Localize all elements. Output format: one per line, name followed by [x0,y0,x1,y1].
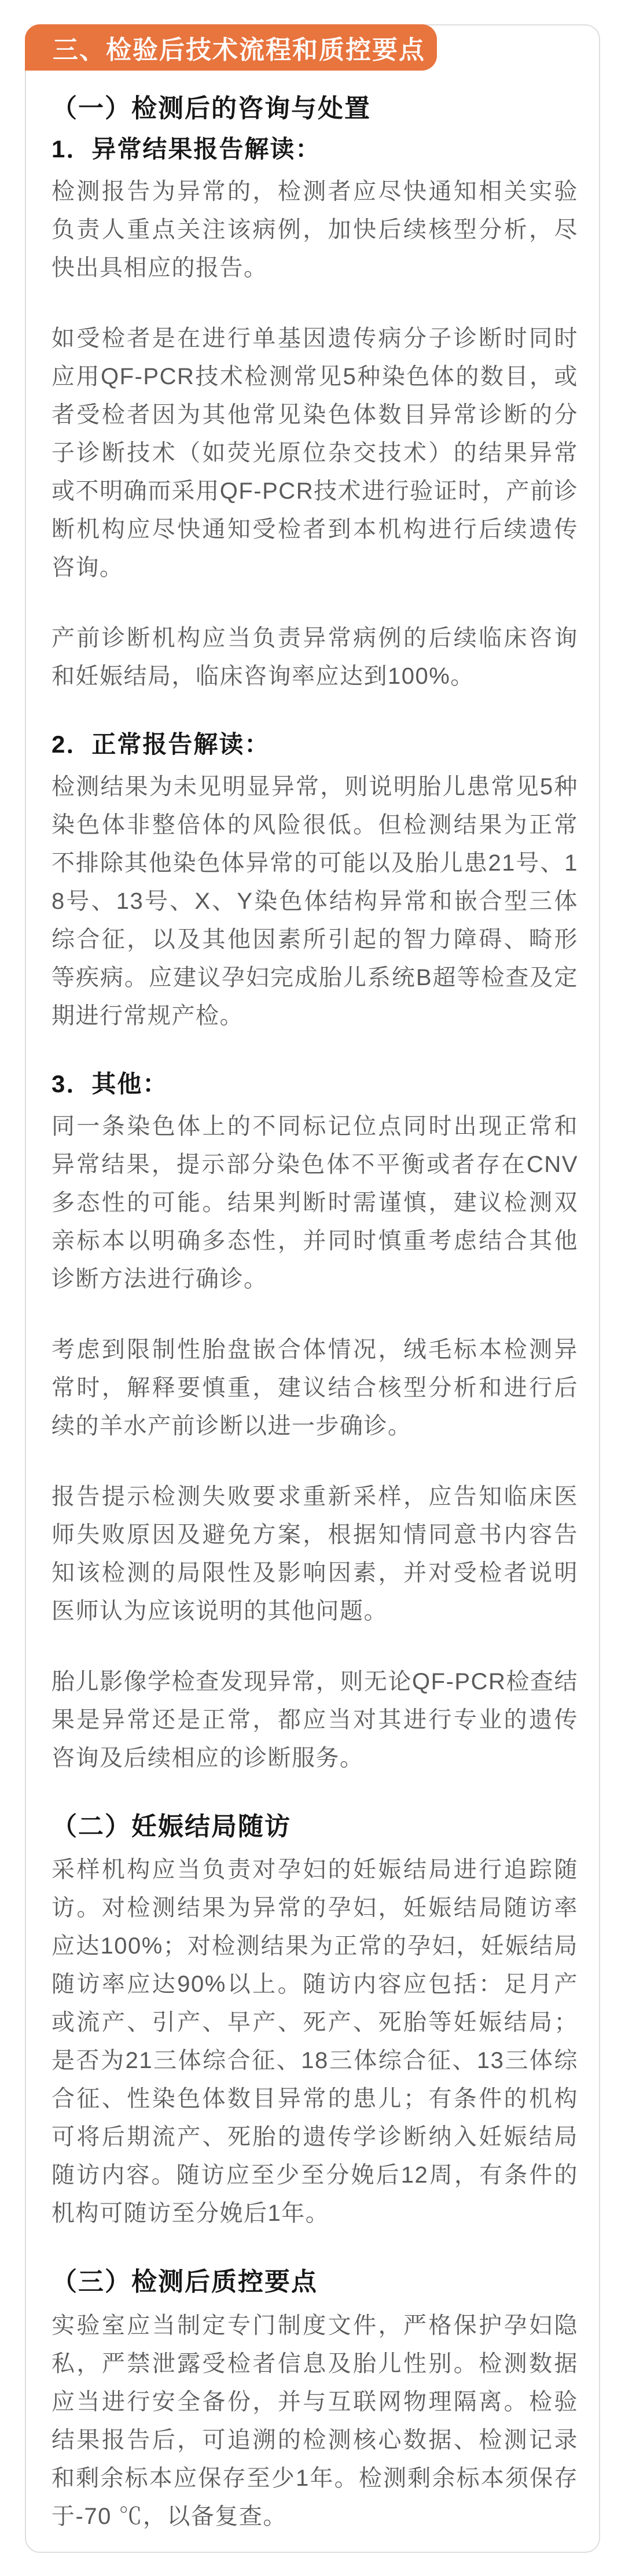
content-card [25,24,600,2553]
paragraph: 实验室应当制定专门制度文件，严格保护孕妇隐私，严禁泄露受检者信息及胎儿性别。检测数据应当进行安全备份，并与互联网物理隔离。检验结果报告后，可追溯的检测核心数据、检测记录和剩余标本应保存至少1年。检测剩余标本须保存于-70 ℃，以备复查。 [52,2312,578,2529]
paragraph: 胎儿影像学检查发现异常，则无论QF-PCR检查结果是异常还是正常，都应当对其进行专业的遗传咨询及后续相应的诊断服务。 [52,1668,578,1771]
subheading-normal-report: 2．正常报告解读： [52,731,270,758]
paragraph: 采样机构应当负责对孕妇的妊娠结局进行追踪随访。对检测结果为异常的孕妇，妊娠结局随访率应达100%；对检测结果为正常的孕妇，妊娠结局随访率应达90%以上。随访内容应包括：足月产或流产、引产、早产、死产、死胎等妊娠结局；是否为21三体综合征、18三体综合征、13三体综合征、性染色体数目异常的患儿；有条件的机构可将后期流产、死胎的遗传学诊断纳入妊娠结局随访内容。随访应至少至分娩后12周，有条件的机构可随访至分娩后1年。 [52,1857,578,2227]
heading-pregnancy-outcome-followup: （二）妊娠结局随访 [52,1812,291,1841]
paragraph: 同一条染色体上的不同标记位点同时出现正常和异常结果，提示部分染色体不平衡或者存在CNV多态性的可能。结果判断时需谨慎，建议检测双亲标本以明确多态性，并同时慎重考虑结合其他诊断方法进行确诊。 [52,1113,578,1292]
paragraph: 报告提示检测失败要求重新采样，应告知临床医师失败原因及避免方案，根据知情同意书内容告知该检测的局限性及影响因素，并对受检者说明医师认为应该说明的其他问题。 [52,1483,578,1624]
paragraph: 考虑到限制性胎盘嵌合体情况，绒毛标本检测异常时，解释要慎重，建议结合核型分析和进行后续的羊水产前诊断以进一步确诊。 [52,1336,578,1439]
heading-consult-disposal: （一）检测后的咨询与处置 [52,94,371,123]
banner-title: 三、检验后技术流程和质控要点 [53,36,425,64]
paragraph: 检测结果为未见明显异常，则说明胎儿患常见5种染色体非整倍体的风险很低。但检测结果为正常不排除其他染色体异常的可能以及胎儿患21号、18号、13号、X、Y染色体结构异常和嵌合型三体综合征，以及其他因素所引起的智力障碍、畸形等疾病。应建议孕妇完成胎儿系统B超等检查及定期进行常规产检。 [52,773,578,1029]
paragraph: 检测报告为异常的，检测者应尽快通知相关实验负责人重点关注该病例，加快后续核型分析，尽快出具相应的报告。 [52,179,578,281]
section-banner [25,24,437,71]
heading-post-test-qc: （三）检测后质控要点 [52,2268,318,2297]
card-body [26,71,599,2552]
subheading-abnormal-report: 1．异常结果报告解读： [52,135,321,163]
subheading-other: 3．其他： [52,1070,168,1097]
paragraph: 产前诊断机构应当负责异常病例的后续临床咨询和妊娠结局，临床咨询率应达到100%。 [52,625,578,690]
paragraph: 如受检者是在进行单基因遗传病分子诊断时同时应用QF-PCR技术检测常见5种染色体的数目，或者受检者因为其他常见染色体数目异常诊断的分子诊断技术（如荧光原位杂交技术）的结果异常或不明确而采用QF-PCR技术进行验证时，产前诊断机构应尽快通知受检者到本机构进行后续遗传咨询。 [52,326,578,581]
